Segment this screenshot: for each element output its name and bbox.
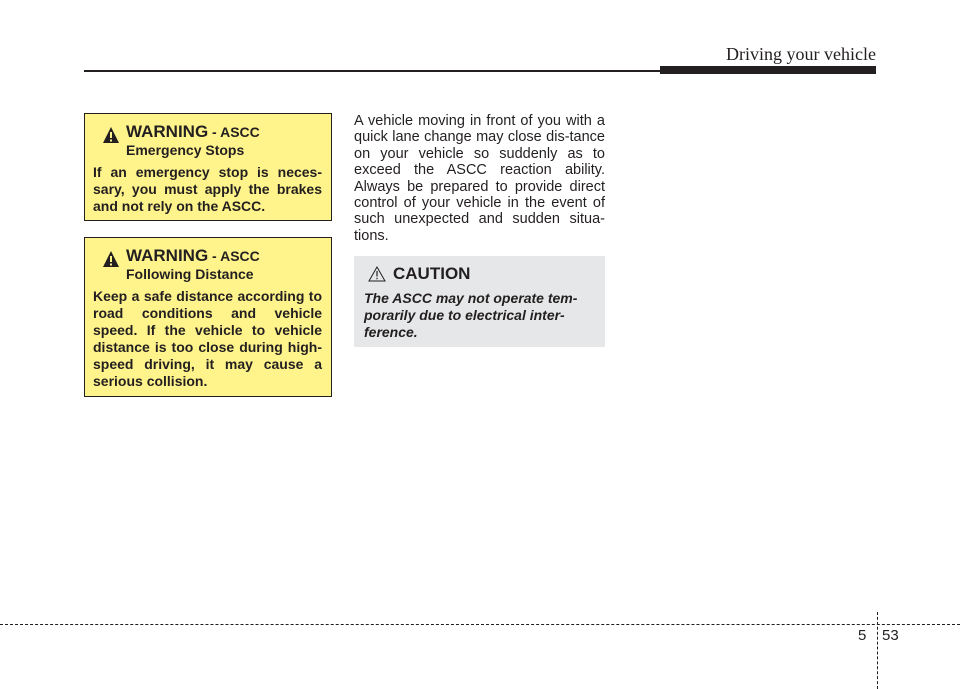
warning-body: If an emergency stop is neces-sary, you must apply the brakes and not rely on the ASCC. [93,164,322,214]
footer-rule [0,624,960,625]
caution-header [364,264,597,284]
caution-triangle-icon [368,266,386,282]
section-title: Driving your vehicle [726,44,876,64]
warning-suffix: - ASCC [208,124,260,140]
warning-box-following-distance [84,237,332,397]
warning-body: Keep a safe distance according to road conditions and vehicle speed. If the vehicle to vehicle distance is too close during high-speed driving, it may cause a serious collision. [93,288,322,389]
warning-title [126,122,260,142]
page-number: 53 [882,627,899,644]
warning-header [93,246,322,283]
warning-box-emergency-stops [84,113,332,221]
warning-label: WARNING [126,122,209,141]
warning-subtitle: Emergency Stops [126,142,245,158]
body-paragraph: A vehicle moving in front of you with a quick lane change may close dis-tance on your vehicle so suddenly as to exceed the ASCC reaction ability. Always be prepared to provide direct control of your vehicle in the event of such unexpected and sudden situa-tions. [354,113,605,244]
header-rule-thick [660,66,876,74]
warning-triangle-icon [102,126,120,144]
warning-label: WARNING [126,246,209,265]
header-rule [84,70,744,72]
chapter-number: 5 [858,627,867,644]
warning-header [93,122,322,159]
warning-triangle-icon [102,250,120,268]
caution-box [354,256,605,347]
caution-title: CAUTION [393,264,471,283]
warning-subtitle: Following Distance [126,266,254,282]
warning-suffix: - ASCC [208,248,260,264]
caution-body: The ASCC may not operate tem-porarily due to electrical inter-ference. [364,290,578,340]
warning-title [126,246,260,266]
footer-divider [877,612,878,689]
